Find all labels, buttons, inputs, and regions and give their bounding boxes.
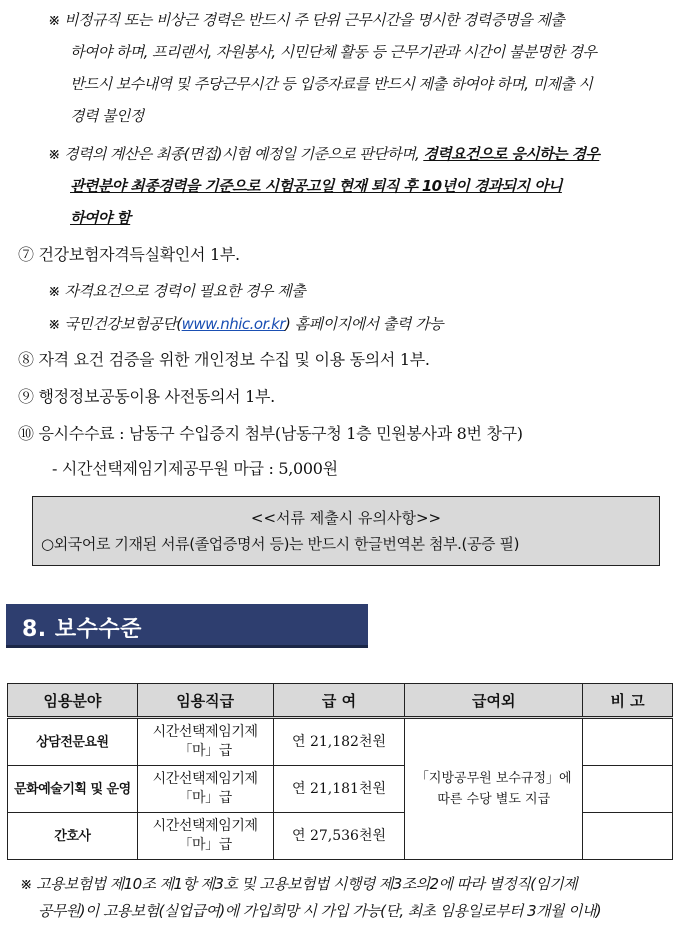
section-header <box>6 604 368 648</box>
grade-line: 시간선택제임기제 <box>152 771 258 787</box>
extra-line: 「지방공무원 보수규정」에 <box>415 771 572 786</box>
item-marker: ⑧ <box>18 350 34 369</box>
item-text: 행정정보공동이용 사전동의서 1부. <box>38 387 275 406</box>
item-7-subnote: ※ 자격요건으로 경력이 필요한 경우 제출 <box>48 282 306 300</box>
subnote-prefix: ※ 국민건강보험공단( <box>48 315 182 333</box>
grade-line: 시간선택제임기제 <box>152 724 258 740</box>
caution-title: <<서류 제출시 유의사항>> <box>250 509 442 527</box>
section-title: 8. 보수수준 <box>22 617 142 642</box>
footnote-line: ※ 고용보험법 제10조 제1항 제3호 및 고용보험법 시행령 제3조의2에 따라 별정직(임기제 <box>20 875 578 893</box>
cell-grade <box>137 766 273 813</box>
career-calc-note <box>48 138 688 234</box>
caution-text: ○외국어로 기재된 서류(졸업증명서 등)는 반드시 한글번역본 첨부.(공증 필) <box>41 535 520 553</box>
fee-line: - 시간선택제임기제공무원 마급 : 5,000원 <box>52 459 338 478</box>
grade-level: 「마」급 <box>178 790 232 806</box>
header-remark: 비 고 <box>583 684 673 718</box>
caution-box <box>32 496 660 566</box>
item-9 <box>18 384 275 407</box>
cell-pay: 연 27,536천원 <box>273 813 405 860</box>
cell-extra <box>405 718 583 860</box>
item-text: 건강보험자격득실확인서 1부. <box>38 245 240 264</box>
pay-table <box>7 683 673 860</box>
cell-field: 상담전문요원 <box>8 718 138 766</box>
subnote-suffix: ) 홈페이지에서 출력 가능 <box>285 315 444 333</box>
item-text: 응시수수료 : 남동구 수입증지 첨부(남동구청 1층 민원봉사과 8번 창구) <box>38 424 523 443</box>
cell-grade <box>137 813 273 860</box>
item-7 <box>18 242 240 265</box>
item-text: 자격 요건 검증을 위한 개인정보 수집 및 이용 동의서 1부. <box>38 350 430 369</box>
nhic-link[interactable]: www.nhic.or.kr <box>181 315 286 333</box>
table-row <box>8 718 673 766</box>
grade-level: 「마」급 <box>178 837 232 853</box>
cell-pay: 연 21,181천원 <box>273 766 405 813</box>
cell-remark <box>583 766 673 813</box>
career-proof-note <box>48 4 688 132</box>
cell-grade <box>137 718 273 766</box>
cell-remark <box>583 718 673 766</box>
item-marker: ⑨ <box>18 387 34 406</box>
header-grade: 임용직급 <box>137 684 273 718</box>
footnote-line: 공무원)이 고용보험(실업급여)에 가입희망 시 가입 가능(단, 최초 임용일로부터 3개월 이내) <box>38 902 602 920</box>
header-extra: 급여외 <box>405 684 583 718</box>
note-line: ※ 비정규직 또는 비상근 경력은 반드시 주 단위 근무시간을 명시한 경력증명을 제출 <box>48 11 565 29</box>
footnote <box>20 871 690 925</box>
cell-field: 간호사 <box>8 813 138 860</box>
cell-pay: 연 21,182천원 <box>273 718 405 766</box>
cell-field: 문화예술기획 및 운영 <box>8 766 138 813</box>
item-7-subnote-link <box>48 313 443 334</box>
note-line: 경력 불인정 <box>70 107 144 125</box>
note-emphasis: 하여야 함 <box>70 209 131 227</box>
item-10 <box>18 421 523 444</box>
extra-line: 따른 수당 별도 지급 <box>437 792 551 807</box>
table-header-row <box>8 684 673 718</box>
note-plain: ※ 경력의 계산은 최종(면접)시험 예정일 기준으로 판단하며, <box>48 145 424 163</box>
note-emphasis: 관련분야 최종경력을 기준으로 시험공고일 현재 퇴직 후 10년이 경과되지 아니 <box>70 177 562 195</box>
item-marker: ⑩ <box>18 424 34 443</box>
note-emphasis: 경력요건으로 응시하는 경우 <box>423 145 600 163</box>
header-pay: 급 여 <box>273 684 405 718</box>
note-line: 반드시 보수내역 및 주당근무시간 등 입증자료를 반드시 제출 하여야 하며, 미제출 시 <box>70 75 593 93</box>
header-field: 임용분야 <box>8 684 138 718</box>
item-8 <box>18 347 430 370</box>
note-line: 하여야 하며, 프리랜서, 자원봉사, 시민단체 활동 등 근무기관과 시간이 불분명한 경우 <box>70 43 597 61</box>
item-marker: ⑦ <box>18 245 34 264</box>
cell-remark <box>583 813 673 860</box>
grade-level: 「마」급 <box>178 743 232 759</box>
grade-line: 시간선택제임기제 <box>152 818 258 834</box>
